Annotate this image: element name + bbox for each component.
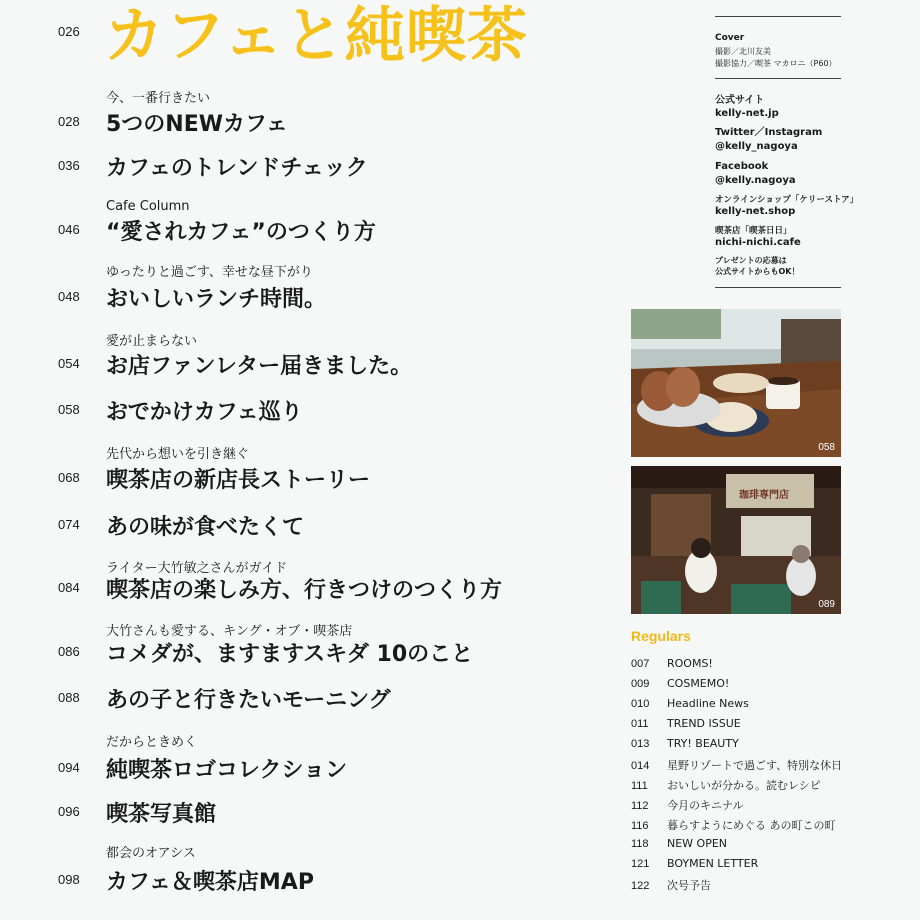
feature-title: カフェと純喫茶: [104, 1, 528, 71]
cover-cooperation: 撮影協力／喫茶 マカロニ（P60）: [715, 59, 837, 68]
regulars-page: 014: [631, 760, 650, 772]
cover-label: Cover: [715, 33, 745, 43]
regulars-label: Headline News: [667, 697, 749, 710]
official-site-label: 公式サイト: [715, 95, 765, 106]
regulars-page: 116: [631, 820, 649, 832]
contents-page-number: 048: [58, 289, 80, 304]
contents-heading[interactable]: お店ファンレター届きました。: [106, 354, 413, 379]
regulars-item[interactable]: [631, 797, 743, 813]
online-shop-link[interactable]: kelly-net.shop: [715, 206, 796, 217]
regulars-page: 009: [631, 678, 650, 690]
regulars-label: TREND ISSUE: [667, 717, 741, 730]
regulars-item[interactable]: [631, 777, 821, 793]
facebook-label: Facebook: [715, 161, 769, 172]
contents-heading[interactable]: 喫茶写真館: [106, 802, 217, 827]
regulars-title: Regulars: [631, 628, 691, 644]
contents-page-number: 098: [58, 872, 80, 887]
cover-photographer: 撮影／北川友美: [715, 47, 771, 56]
regulars-label: NEW OPEN: [667, 837, 728, 850]
photo-page-number: 058: [818, 442, 835, 453]
regulars-item[interactable]: [631, 697, 749, 710]
divider: [715, 78, 841, 79]
contents-page-number: 046: [58, 222, 80, 237]
regulars-item[interactable]: [631, 677, 729, 690]
cafe-photo: [631, 309, 841, 457]
contents-heading[interactable]: おいしいランチ時間。: [106, 287, 327, 312]
contents-subtitle: 愛が止まらない: [106, 334, 198, 349]
regulars-label: TRY! BEAUTY: [667, 737, 739, 750]
contents-page-number: 068: [58, 470, 80, 485]
contents-page-number: 086: [58, 644, 80, 659]
regulars-page: 111: [631, 780, 648, 792]
regulars-label: 今月のキニナル: [667, 799, 744, 812]
regulars-page: 011: [631, 718, 649, 730]
contents-page-number: 084: [58, 580, 80, 595]
contents-page-number: 054: [58, 356, 80, 371]
regulars-label: 星野リゾートで過ごす、特別な休日: [667, 759, 843, 772]
contents-page-number: 094: [58, 760, 80, 775]
regulars-label: 次号予告: [667, 879, 711, 892]
cafe-photo-image: [631, 309, 841, 457]
regulars-item[interactable]: [631, 737, 739, 750]
contents-page-number: 074: [58, 517, 80, 532]
contents-page-number: 096: [58, 804, 80, 819]
regulars-page: 118: [631, 838, 649, 850]
regulars-label: BOYMEN LETTER: [667, 857, 759, 870]
contents-subtitle: Cafe Column: [106, 199, 190, 214]
contents-heading[interactable]: 5つのNEWカフェ: [106, 112, 288, 137]
regulars-item[interactable]: [631, 657, 713, 670]
cafe-label: 喫茶店「喫茶日日」: [715, 226, 792, 236]
contents-page-number: 036: [58, 158, 80, 173]
contents-heading[interactable]: 純喫茶ロゴコレクション: [106, 758, 348, 783]
contents-subtitle: ライター大竹敏之さんがガイド: [106, 561, 288, 576]
present-note: プレゼントの応募は: [715, 256, 787, 265]
contents-page-number: 028: [58, 114, 80, 129]
contents-subtitle: 都会のオアシス: [106, 846, 196, 861]
cafe-link[interactable]: nichi-nichi.cafe: [715, 237, 801, 248]
regulars-label: COSMEMO!: [667, 677, 730, 690]
contents-heading[interactable]: コメダが、ますますスキダ 10のこと: [106, 642, 474, 667]
regulars-label: おいしいが分かる。読むレシピ: [667, 779, 821, 792]
regulars-page: 007: [631, 658, 650, 670]
regulars-item[interactable]: [631, 717, 741, 730]
title-page-number: 026: [58, 24, 80, 39]
regulars-label: 暮らすようにめぐる あの町この町: [667, 819, 836, 832]
contents-page-number: 088: [58, 690, 80, 705]
twitter-instagram-handle[interactable]: @kelly_nagoya: [715, 141, 798, 152]
regulars-page: 122: [631, 880, 650, 892]
official-site-link[interactable]: kelly-net.jp: [715, 108, 779, 119]
regulars-item[interactable]: [631, 757, 842, 773]
contents-heading[interactable]: カフェのトレンドチェック: [106, 156, 368, 181]
regulars-page: 013: [631, 738, 650, 750]
regulars-label: ROOMS!: [667, 657, 713, 670]
regulars-item[interactable]: [631, 817, 836, 833]
contents-heading[interactable]: カフェ＆喫茶店MAP: [106, 870, 314, 895]
regulars-page: 112: [631, 800, 649, 812]
shop-sign: 珈琲専門店: [739, 490, 789, 501]
kissaten-photo: [631, 466, 841, 614]
contents-heading[interactable]: おでかけカフェ巡り: [106, 400, 303, 425]
regulars-item[interactable]: [631, 877, 711, 893]
regulars-item[interactable]: [631, 857, 758, 870]
contents-heading[interactable]: あの味が食べたくて: [106, 515, 305, 540]
regulars-item[interactable]: [631, 837, 727, 850]
contents-heading[interactable]: 喫茶店の楽しみ方、行きつけのつくり方: [106, 578, 503, 603]
contents-subtitle: 先代から想いを引き継ぐ: [106, 447, 250, 462]
online-shop-label: オンラインショップ「ケリーストア」: [715, 195, 859, 205]
facebook-handle[interactable]: @kelly.nagoya: [715, 175, 796, 186]
photo-page-number: 089: [818, 599, 835, 610]
contents-heading[interactable]: あの子と行きたいモーニング: [106, 688, 391, 713]
contents-heading[interactable]: 喫茶店の新店長ストーリー: [106, 468, 371, 493]
divider: [715, 16, 841, 17]
contents-subtitle: ゆったりと過ごす、幸せな昼下がり: [106, 265, 313, 280]
present-note: 公式サイトからもOK！: [715, 267, 800, 276]
kissaten-photo-image: [631, 466, 841, 614]
contents-subtitle: 大竹さんも愛する、キング・オブ・喫茶店: [106, 624, 353, 639]
regulars-page: 121: [631, 858, 650, 870]
divider: [715, 287, 841, 288]
contents-subtitle: 今、一番行きたい: [106, 91, 211, 106]
contents-heading[interactable]: “愛されカフェ”のつくり方: [106, 220, 376, 245]
regulars-page: 010: [631, 698, 650, 710]
twitter-instagram-label: Twitter／Instagram: [715, 127, 823, 138]
contents-subtitle: だからときめく: [106, 735, 198, 750]
contents-page-number: 058: [58, 402, 80, 417]
